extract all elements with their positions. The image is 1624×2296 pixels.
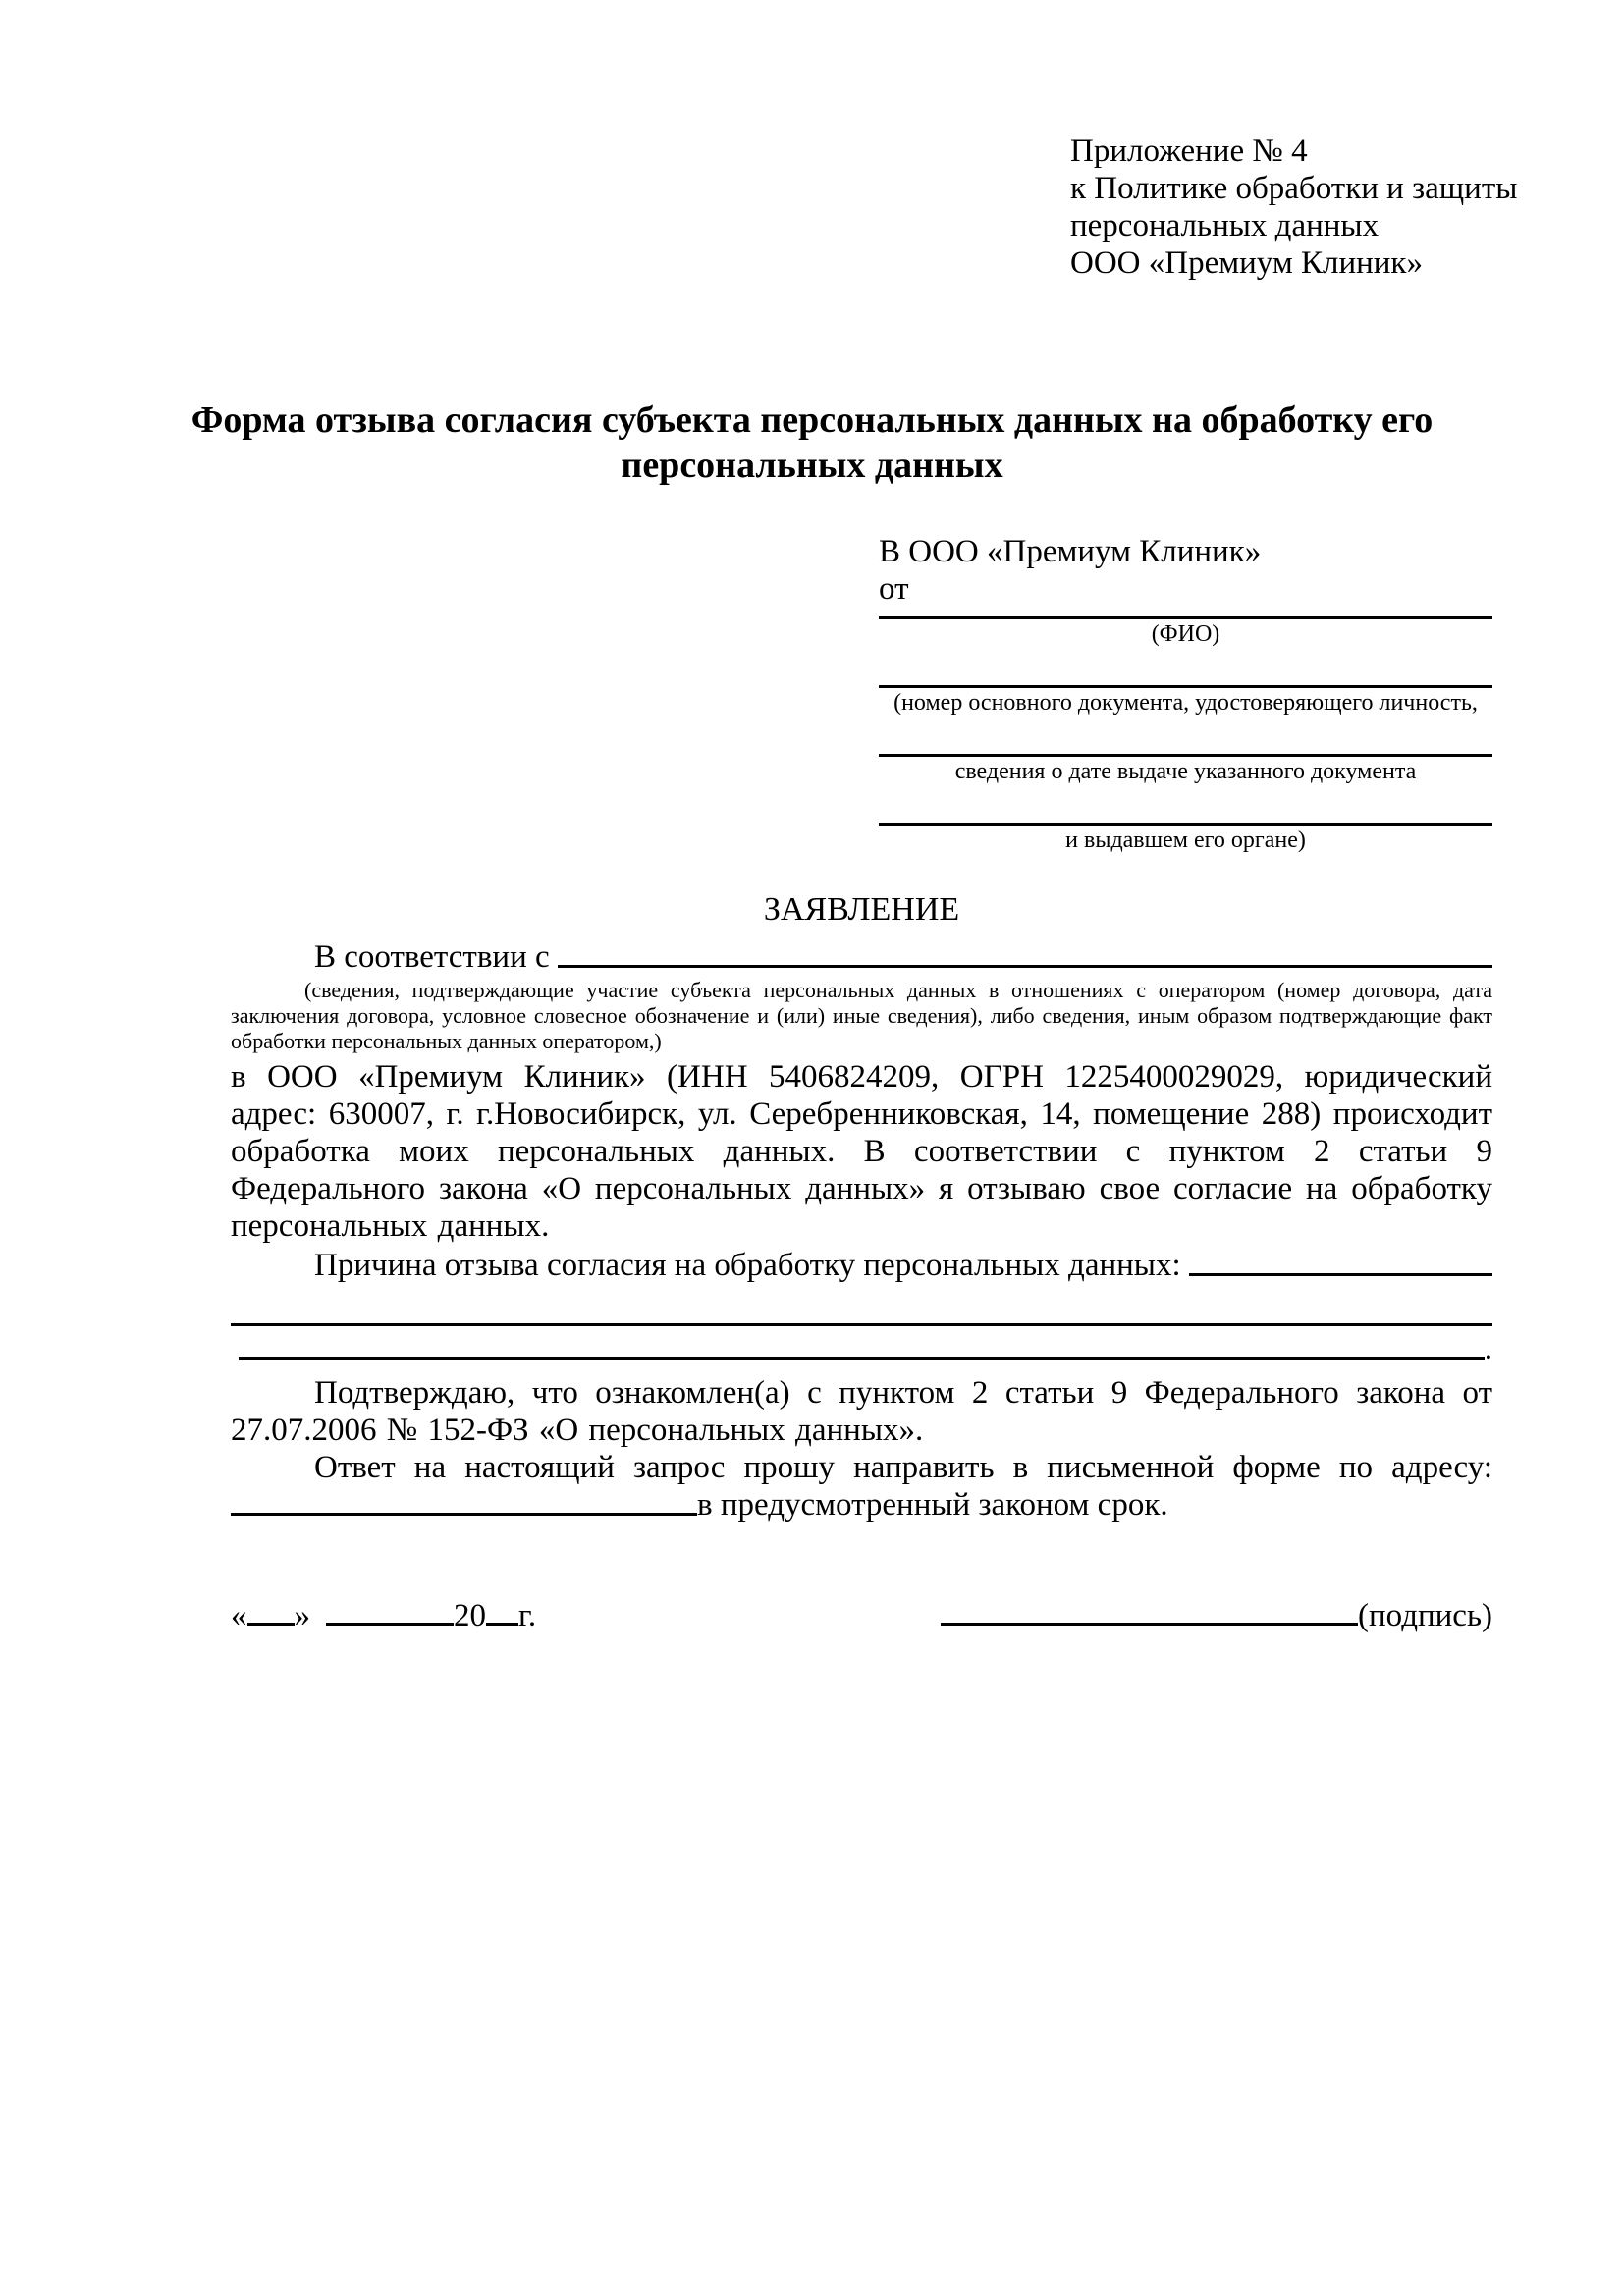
addressee-block [879,533,1492,855]
fio-field [879,616,1492,649]
header-note-line-2: к Политике обработки и защиты [1070,171,1518,206]
date-open-quote: « [231,1598,247,1633]
reply-tail-text: в предусмотренный законом срок. [697,1487,1168,1522]
doc-issue-date-field [879,754,1492,786]
reason-extra-blank-line-1 [231,1323,1492,1326]
reply-request-paragraph: Ответ на настоящий запрос прошу направить в письменной форме по адресу: [314,1450,1492,1485]
statement-body: в ООО «Премиум Клиник» (ИНН 5406824209, ОГРН 1225400029029, юридический адрес: 630007, г. г.Новосибирск, ул. Серебренниковская, 14, помещение 288) происходит обработка моих персональных данных. В соответствии с пунктом 2 статьи 9 Федерального закона «О персональных данных» я отзываю свое согласие на обработку персональных данных. [231,1059,1492,1244]
fio-field-caption: (ФИО) [1151,621,1220,647]
header-note [1070,0,1624,282]
date-block [231,1597,536,1634]
date-month-blank-line [326,1623,454,1626]
intro-blank-line [558,938,1492,976]
signature-blank-line [941,1623,1358,1626]
doc-number-field-caption: (номер основного документа, удостоверяющего личность, [893,690,1478,716]
date-year-blank-line [486,1623,518,1626]
reply-address-row [231,1486,1492,1523]
doc-issuer-field-caption: и выдавшем его органе) [1065,828,1306,853]
reason-end-period: . [1484,1331,1492,1366]
header-note-line-1: Приложение № 4 [1070,133,1308,169]
reason-label: Причина отзыва согласия на обработку персональных данных: [314,1248,1181,1283]
reply-address-blank-line [231,1486,697,1523]
confirmation-paragraph: Подтверждаю, что ознакомлен(а) с пунктом 2 статьи 9 Федерального закона от 27.07.2006 № 152-ФЗ «О персональных данных». [231,1375,1492,1448]
doc-issue-date-field-caption: сведения о дате выдаче указанного документа [954,759,1417,784]
doc-issuer-field [879,823,1492,855]
statement-heading: ЗАЯВЛЕНИЕ [763,891,960,928]
reason-extra-blank-line-2 [239,1330,1485,1367]
fine-print-note: (сведения, подтверждающие участие субъекта персональных данных в отношениях с оператором (номер договора, дата заключения договора, условное словесное обозначение и (или) иные сведения), либо сведения, иным образом подтверждающие факт обработки персональных данных оператором,) [231,978,1492,1053]
date-signature-row [231,1597,1492,1634]
intro-row [231,938,1492,976]
signature-block [941,1597,1492,1634]
reason-extra-line-2-row [231,1330,1492,1367]
date-close-quote: » [294,1598,310,1633]
header-note-line-3: персональных данных [1070,208,1380,243]
addressee-to: В ООО «Премиум Клиник» [879,534,1262,569]
doc-number-field [879,685,1492,718]
statement-section [231,891,1492,1634]
date-day-blank-line [247,1623,295,1626]
date-year-suffix: г. [518,1598,537,1633]
header-note-line-4: ООО «Премиум Клиник» [1070,245,1423,281]
intro-label: В соответствии с [314,939,550,975]
reason-row [231,1247,1492,1284]
reason-blank-line [1189,1247,1492,1284]
form-title: Форма отзыва согласия субъекта персональных данных на обработку его персональных данных [190,400,1434,486]
addressee-from-label: от [879,571,909,607]
date-year-prefix: 20 [454,1598,486,1633]
signature-caption: (подпись) [1358,1598,1492,1633]
